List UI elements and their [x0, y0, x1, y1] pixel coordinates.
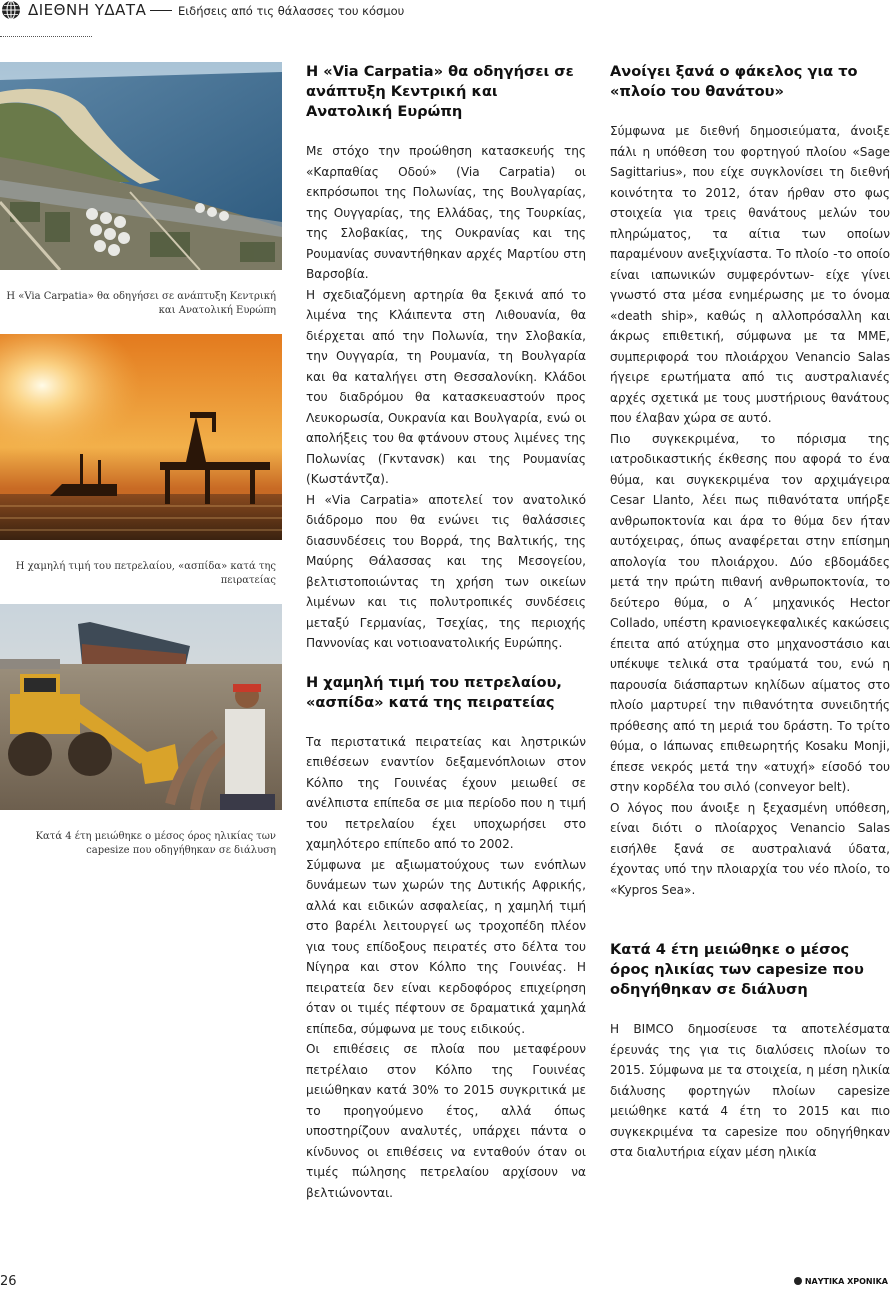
header-dash [150, 10, 172, 11]
article-title-death-ship: Ανοίγει ξανά ο φάκελος για το «πλοίο του θανάτου» [610, 63, 858, 100]
article-paragraph: Η BIMCO δημοσίευσε τα αποτελέσματα έρευνάς της για τις διαλύσεις πλοίων το 2015. Σύμφωνα με τα στοιχεία, η μέση ηλικία διάλυσης φορτηγών πλοίων capesize μειώθηκε κατά 4 έτη το 2015 και πιο συγκεκριμένα τα capesize που οδηγήθηκαν στα διαλυτήρια είχαν μέση ηλικία [610, 1022, 890, 1159]
header-divider [0, 36, 92, 37]
footer-brand [794, 1277, 888, 1286]
section-name: ΔΙΕΘΝΗ ΥΔΑΤΑ [28, 1, 147, 19]
article-title-oil: Η χαμηλή τιμή του πετρελαίου, «ασπίδα» κατά της πειρατείας [306, 673, 562, 711]
article-title-carpatia: Η «Via Carpatia» θα οδηγήσει σε ανάπτυξη Κεντρική και Ανατολική Ευρώπη [306, 63, 574, 120]
harbour-aerial-photo [0, 62, 282, 270]
article-paragraph: Πιο συγκεκριμένα, το πόρισμα της ιατροδικαστικής έκθεσης που αφορά το ένα θύμα, και συγκεκριμένα τον αρχιμάγειρα Cesar Llanto, λέει πως πιθανότατα υπήρξε ανθρωποκτονία και άρα το θύμα δεν ήταν αυτόχειρας, όπως αναφέρεται στην επίσημη απολογία του πλοιάρχου. Δύο εβδομάδες μετά την πρώτη πιθανή ανθρωποκτονία, το δεύτερο θύμα, ο Α΄ μηχανικός Hector Collado, υπέστη κρανιοεγκεφαλικές κακώσεις έπειτα από ατύχημα στο μηχανοστάσιο και υπέκυψε τελικά στα τραύματά του, ενώ η παρουσία διάσπαρτων κηλίδων αίματος στο πλοίο μαρτυρεί την πιθανότητα συνειδητής πρόθεσης από τη μεριά του δράστη. Το τρίτο θύμα, ο Ιάπωνας επιθεωρητής Kosaku Monji, έπεσε νεκρός μετά την «ατυχή» είσοδό του στην κορδέλα του σιλό (conveyor belt). [610, 431, 890, 794]
ship-breaking-photo [0, 604, 282, 810]
photo-caption: Κατά 4 έτη μειώθηκε ο μέσος όρος ηλικίας των capesize που οδηγήθηκαν σε διάλυση [35, 831, 276, 856]
brand-logo-icon [794, 1277, 802, 1285]
sunset-oil-rig-photo [0, 334, 282, 540]
article-paragraph: Τα περιστατικά πειρατείας και ληστρικών επιθέσεων εναντίον δεξαμενόπλοιων στον Κόλπο της Γουινέας έχουν μειωθεί σε ανέλπιστα επίπεδα σε μια περίοδο που η τιμή του πετρελαίου έχει υποχωρήσει στο χαμηλότερο επίπεδο από το 2002. [306, 734, 586, 851]
page-header [0, 0, 890, 40]
globe-icon [1, 0, 21, 20]
article-paragraph: Σύμφωνα με αξιωματούχους των ενόπλων δυνάμεων των χωρών της Δυτικής Αφρικής, αλλά και ειδικών ασφαλείας, η χαμηλή τιμή στο βαρέλι λειτουργεί ως τροχοπέδη πλέον για τους επίδοξους πειρατές στο δέλτα του Νίγηρα και στον Κόλπο της Γουινέας. Η πειρατεία δεν είναι κερδοφόρος επιχείρηση όταν οι τιμές πέφτουν σε δραματικά χαμηλά επίπεδα, σύμφωνα με τους ειδικούς. [306, 857, 586, 1036]
photo-caption: Η «Via Carpatia» θα οδηγήσει σε ανάπτυξη Κεντρική και Ανατολική Ευρώπη [6, 291, 276, 316]
article-paragraph: Ο λόγος που άνοιξε η ξεχασμένη υπόθεση, είναι διότι ο πλοίαρχος Venancio Salas εισήλθε ξανά σε αυστραλιανά ύδατα, έχοντας υπό την πλοιαρχία του νέο πλοίο, το «Kypros Sea». [610, 800, 890, 897]
section-subtitle: Ειδήσεις από τις θάλασσες του κόσμου [178, 4, 405, 18]
article-paragraph: Σύμφωνα με διεθνή δημοσιεύματα, άνοιξε πάλι η υπόθεση του φορτηγού πλοίου «Sage Sagittarius», που είχε συγκλονίσει τη διεθνή κοινότητα το 2012, όταν ήρθαν στο φως στοιχεία για τρεις θανάτους μελών του πληρώματος, τα αίτια των οποίων παραμένουν ανεξιχνίαστα. Το πλοίο -το οποίο είναι ιαπωνικών συμφερόντων- είχε γίνει γνωστό στα μέσα ενημέρωσης με το όνομα «death ship», καθώς η αλλοπρόσαλλη και άκρως επιθετική, σύμφωνα με τα ΜΜΕ, συμπεριφορά του πλοιάρχου Venancio Salas ήγειρε ερωτήματα από τις αυστραλιανές αρχές σχετικά με τους μυστήριους θανάτους που έλαβαν χώρα σε αυτό. [610, 124, 890, 425]
page-number: 26 [0, 1274, 17, 1289]
article-column-middle [306, 62, 586, 1203]
photo-caption: Η χαμηλή τιμή του πετρελαίου, «ασπίδα» κατά της πειρατείας [15, 561, 276, 586]
article-paragraph: Με στόχο την προώθηση κατασκευής της «Καρπαθίας Οδού» (Via Carpatia) οι εκπρόσωποι της Πολωνίας, της Βουλγαρίας, της Ουγγαρίας, της Ελλάδας, της Τουρκίας, της Σλοβακίας, της Ουκρανίας και της Ρουμανίας συναντήθηκαν αρχές Μαρτίου στη Βαρσοβία. [306, 144, 586, 281]
article-paragraph: Η «Via Carpatia» αποτελεί τον ανατολικό διάδρομο που θα ενώνει τις θαλάσσιες διασυνδέσεις του Βορρά, της Βαλτικής, της Μαύρης Θάλασσας και της Μεσογείου, βελτιστοποιώντας τη χρήση των οικείων λιμένων και τις πολυτροπικές συνδέσεις μεταξύ Γερμανίας, Τσεχίας, της περιοχής Παννονίας και νοτιοανατολικής Ευρώπης. [306, 492, 586, 650]
article-paragraph: Η σχεδιαζόμενη αρτηρία θα ξεκινά από το λιμένα της Κλάιπεντα στη Λιθουανία, θα διέρχεται από την Πολωνία, την Σλοβακία, την Ουγγαρία, τη Ρουμανία, τη Βουλγαρία και θα καταλήγει στη Θεσσαλονίκη. Κλάδοι του διαδρόμου θα κατασκευαστούν προς Λευκορωσία, Ουκρανία και Βουλγαρία, ενώ οι απολήξεις του θα φτάνουν στους λιμένες της Πολωνίας (Γκντανσκ) και της Ρουμανίας (Κωστάντζα). [306, 287, 586, 486]
article-title-capesize: Κατά 4 έτη μειώθηκε ο μέσος όρος ηλικίας των capesize που οδηγήθηκαν σε διάλυση [610, 941, 864, 998]
article-paragraph: Οι επιθέσεις σε πλοία που μεταφέρουν πετρέλαιο στον Κόλπο της Γουινέας μειώθηκαν κατά 30% το 2015 συγκριτικά με το προηγούμενο έτος, αλλά όπως υποστηρίζουν αναλυτές, υπάρχει πάντα ο κίνδυνος οι επιθέσεις να ενταθούν όταν οι τιμές πώλησης πετρελαίου αρχίσουν να βελτιώνονται. [306, 1042, 586, 1200]
brand-name: ΝΑΥΤΙΚΑ ΧΡΟΝΙΚΑ [804, 1277, 888, 1286]
article-column-right [610, 62, 890, 1163]
